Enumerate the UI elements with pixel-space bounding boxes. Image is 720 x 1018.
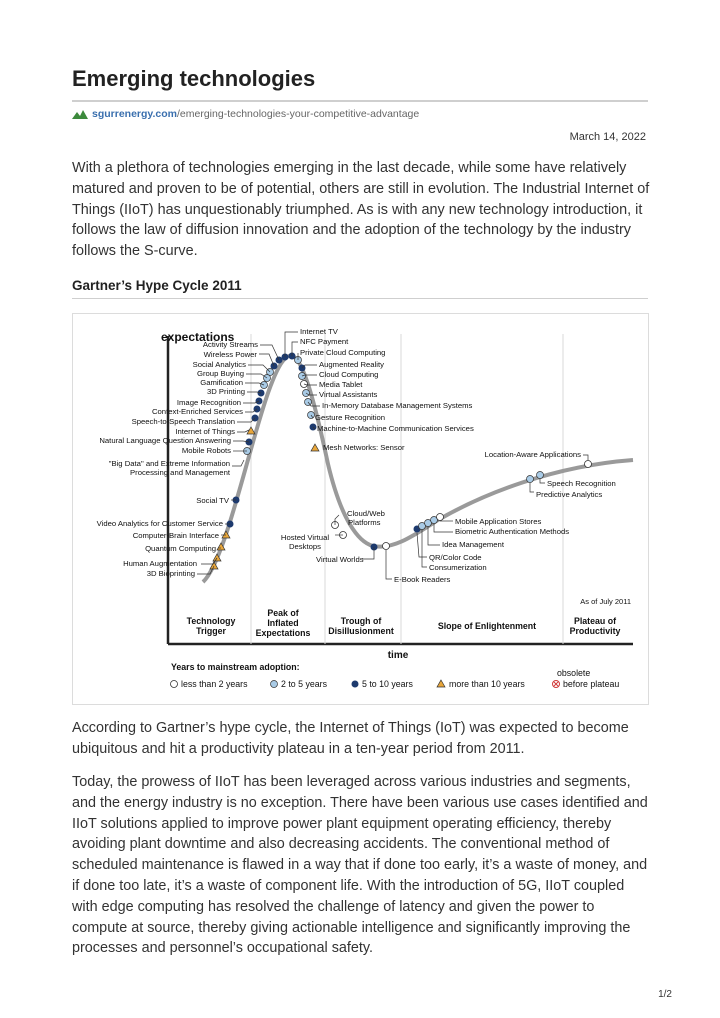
- marker-speech-recog: [537, 472, 544, 479]
- intro-paragraph: With a plethora of technologies emerging in the last decade, while some have relatively matured and proven to be of potential, others are still in evolution. The Industrial Internet of Things (IIoT) has unquestionably triumphed. As is with any new technology introduction, it follows the law of diffusion innovation and the adoption of the technology by the industry follows the S-curve.: [72, 160, 650, 260]
- label: Virtual Assistants: [319, 390, 378, 399]
- section-heading: Gartner’s Hype Cycle 2011: [72, 278, 242, 293]
- legend-label: 2 to 5 years: [281, 679, 327, 689]
- phase-peak: [256, 608, 311, 638]
- phase-line: Disillusionment: [328, 626, 394, 636]
- legend-white-marker: [171, 681, 178, 688]
- section-divider: [72, 298, 648, 299]
- label: 3D Printing: [206, 387, 245, 396]
- trough-labels: [281, 509, 451, 584]
- label: Mesh Networks: Sensor: [323, 443, 405, 452]
- label: Cloud/Web: [347, 509, 385, 518]
- label: NFC Payment: [300, 337, 349, 346]
- source-link[interactable]: [72, 108, 419, 120]
- label: Gamification: [200, 378, 243, 387]
- as-of-label: As of July 2011: [580, 597, 631, 606]
- label: Processing and Management: [130, 468, 230, 477]
- label: Idea Management: [442, 540, 504, 549]
- phase-line: Peak of: [267, 608, 299, 618]
- label: Context-Enriched Services: [151, 407, 243, 416]
- label: QR/Color Code: [429, 553, 482, 562]
- label: Image Recognition: [176, 398, 241, 407]
- page-number: 1/2: [658, 989, 672, 1000]
- site-logo-icon: [72, 109, 88, 119]
- label: Quantum Computing: [145, 544, 216, 553]
- label: Video Analytics for Customer Service: [96, 519, 223, 528]
- left-labels: [97, 340, 258, 578]
- y-axis-title: expectations: [161, 330, 235, 344]
- label: Biometric Authentication Methods: [455, 527, 570, 536]
- phase-technology-trigger: [187, 616, 236, 636]
- label: Mobile Application Stores: [455, 517, 542, 526]
- publish-date: March 14, 2022: [569, 131, 646, 143]
- label: Media Tablet: [319, 380, 363, 389]
- label: Consumerization: [429, 563, 487, 572]
- phase-trough: [328, 616, 394, 636]
- label: Natural Language Question Answering: [99, 436, 231, 445]
- legend-title: Years to mainstream adoption:: [171, 662, 300, 672]
- label: Predictive Analytics: [536, 490, 603, 499]
- label: Hosted Virtual: [280, 533, 330, 542]
- label: Speech-to-Speech Translation: [131, 417, 235, 426]
- marker-location-aware: [585, 461, 592, 468]
- phase-slope: Slope of Enlightenment: [437, 621, 537, 631]
- marker-group-buying: [264, 375, 271, 382]
- label: Group Buying: [196, 369, 244, 378]
- label: Desktops: [288, 542, 322, 551]
- legend-label: less than 2 years: [181, 679, 248, 689]
- phase-line: Productivity: [569, 626, 621, 636]
- legend-light-blue-marker: [271, 681, 278, 688]
- label: Gesture Recognition: [315, 413, 386, 422]
- legend-label-obsolete: obsolete: [557, 668, 591, 678]
- label: 3D Bioprinting: [146, 569, 195, 578]
- marker-mesh: [311, 444, 319, 451]
- phase-line: Inflated: [267, 618, 299, 628]
- label: Cloud Computing: [319, 370, 379, 379]
- label: Location-Aware Applications: [484, 450, 581, 459]
- phase-line: Trough of: [340, 616, 382, 626]
- label: Computer-Brain Interface: [132, 531, 219, 540]
- marker-ebook: [383, 543, 390, 550]
- label: Wireless Power: [203, 350, 257, 359]
- label: Platforms: [348, 518, 381, 527]
- label: Internet of Things: [175, 427, 235, 436]
- hype-cycle-chart: [73, 314, 648, 704]
- label: "Big Data" and Extreme Information: [108, 459, 230, 468]
- label: Human Augmentation: [123, 559, 197, 568]
- label: In-Memory Database Management Systems: [322, 401, 473, 410]
- marker-predictive: [527, 476, 534, 483]
- label: Activity Streams: [202, 340, 258, 349]
- label: Social Analytics: [192, 360, 246, 369]
- label: Internet TV: [300, 327, 338, 336]
- label: Speech Recognition: [547, 479, 616, 488]
- source-domain: sgurrenergy.com: [92, 108, 177, 120]
- label: Social TV: [196, 496, 229, 505]
- legend-triangle-marker: [437, 680, 445, 687]
- page-title: Emerging technologies: [72, 66, 316, 91]
- label: E-Book Readers: [394, 575, 451, 584]
- x-axis-title: time: [387, 650, 409, 661]
- marker-mobile-app-stores: [437, 514, 444, 521]
- phase-line: Trigger: [196, 626, 226, 636]
- phase-line: Expectations: [255, 628, 311, 638]
- paragraph-2: According to Gartner’s hype cycle, the Internet of Things (IoT) was expected to become ubiquitous and hit a productivity plateau in a ten-year period from 2011.: [72, 720, 629, 757]
- legend-label: 5 to 10 years: [362, 679, 413, 689]
- label: Mobile Robots: [181, 446, 231, 455]
- label: Augmented Reality: [319, 360, 384, 369]
- label: Private Cloud Computing: [300, 348, 386, 357]
- label: Machine-to-Machine Communication Services: [317, 424, 474, 433]
- phase-plateau: [570, 616, 621, 636]
- legend-dark-blue-marker: [352, 681, 359, 688]
- paragraph-3: Today, the prowess of IIoT has been leveraged across various industries and segments, and the energy industry is no exception. There have been various use cases identified and IIoT solutions applied to improve power plant equipment operating efficiency, thereby avoiding plant downtime and also decreasing accidents. The conventional method of scheduled maintenance is flawed in a way that if done too early, it’s a waste of money, and if done too late, it’s a waste of component life. With the introduction of 5G, IIoT coupled with edge computing has resolved the challenge of latency and given the power to compute at source, thereby giving actionable intelligence and significantly improving the processes and personnel’s occupational safety.: [72, 774, 648, 957]
- phase-line: Technology: [186, 616, 236, 626]
- legend-label: more than 10 years: [449, 679, 525, 689]
- phase-labels: [187, 608, 621, 638]
- title-divider: [72, 100, 648, 102]
- right-labels: [300, 327, 474, 452]
- source-path: /emerging-technologies-your-competitive-advantage: [177, 108, 420, 120]
- legend-label-plateau: before plateau: [563, 679, 620, 689]
- phase-line: Plateau of: [573, 616, 617, 626]
- label: Virtual Worlds: [316, 555, 364, 564]
- hype-cycle-figure: [72, 313, 649, 705]
